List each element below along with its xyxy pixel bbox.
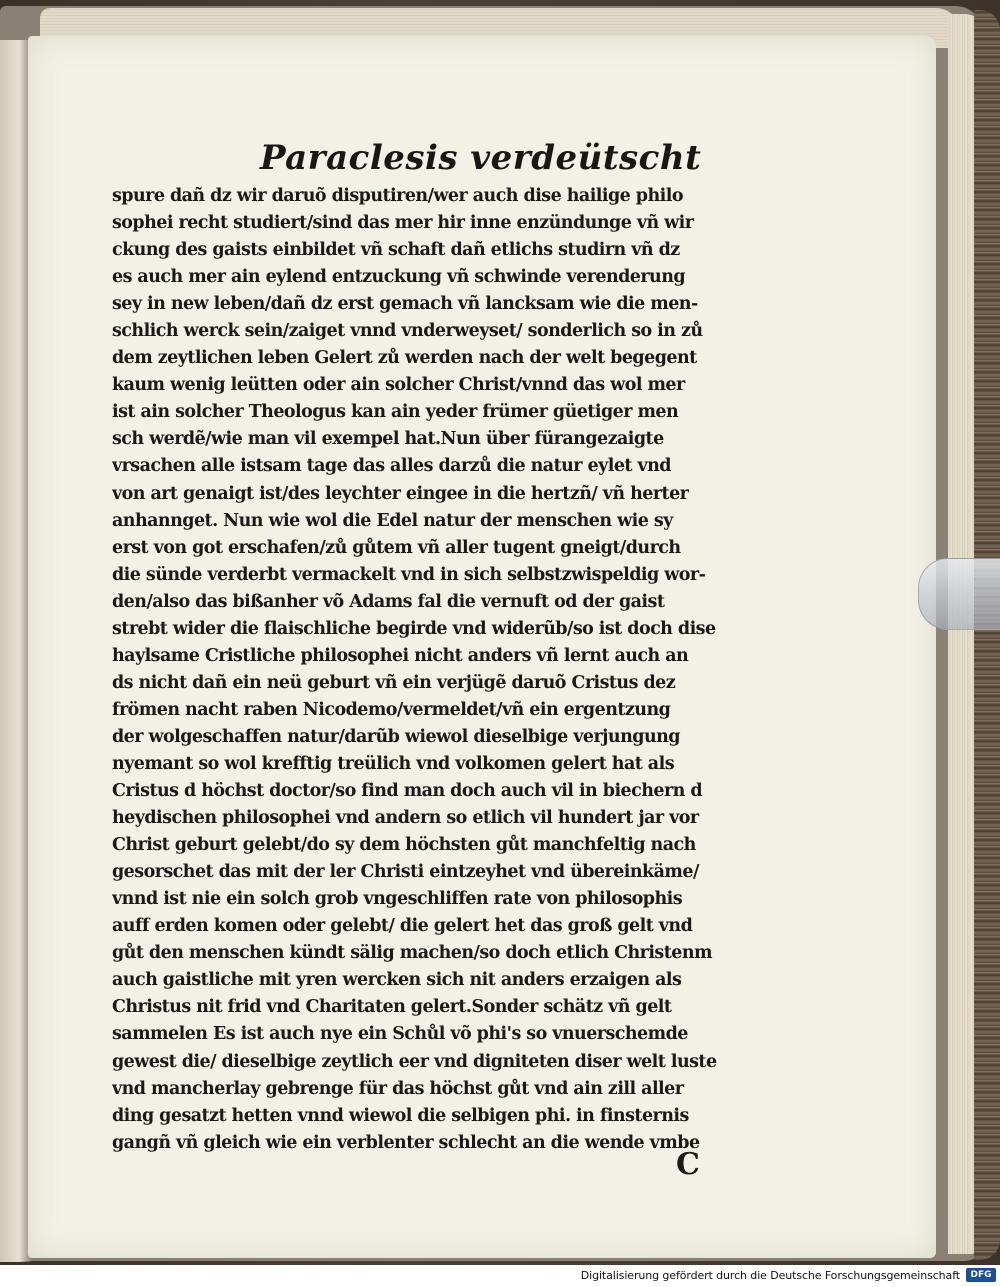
text-line: ds nicht dañ ein neü geburt vñ ein verjügẽ daruõ Cristus dez [112,672,676,693]
text-line: sammelen Es ist auch nye ein Schůl võ phi's so vnuerschemde [112,1024,688,1045]
text-line: strebt wider die flaischliche begirde vnd widerũb/so ist doch dise [112,618,716,639]
text-line: sch werdẽ/wie man vil exempel hat.Nun über fürangezaigte [112,429,664,450]
page-clip [918,558,1000,630]
text-line: anhannget. Nun wie wol die Edel natur der menschen wie sy [112,510,673,531]
text-line: ckung des gaists einbildet vñ schaft dañ etlichs studirn vñ dz [112,240,680,261]
text-line: gůt den menschen kündt sälig machen/so doch etlich Christenm [112,943,712,964]
text-line: es auch mer ain eylend entzuckung vñ schwinde verenderung [112,267,686,288]
text-line: haylsame Cristliche philosophei nicht anders vñ lernt auch an [112,645,689,666]
text-line: sophei recht studiert/sind das mer hir inne enzündunge vñ wir [112,213,694,234]
text-line: vrsachen alle istsam tage das alles darzů die natur eylet vnd [112,456,671,477]
text-line: gangñ vñ gleich wie ein verblenter schlecht an die wende vmbe [112,1132,700,1153]
text-line: gesorschet das mit der ler Christi eintzeyhet vnd übereinkäme/ [112,862,699,883]
text-line: dem zeytlichen leben Gelert zů werden nach der welt begegent [112,348,697,369]
text-line: gewest die/ dieselbige zeytlich eer vnd digniteten diser welt luste [112,1051,717,1072]
text-line: die sünde verderbt vermackelt vnd in sich selbstzwispeldig wor- [112,564,706,585]
text-line: ist ain solcher Theologus kan ain yeder frümer güetiger men [112,402,679,423]
text-line: vnnd ist nie ein solch grob vngeschliffen rate von philosophis [112,889,683,910]
text-line: Cristus d höchst doctor/so find man doch auch vil in biechern d [112,781,703,802]
text-line: Christ geburt gelebt/do sy dem höchsten gůt manchfeltig nach [112,835,696,856]
footer-credit: Digitalisierung gefördert durch die Deutsche Forschungsgemeinschaft [580,1269,960,1282]
text-line: von art genaigt ist/des leychter eingee in die hertzñ/ vñ herter [112,483,689,504]
text-line: Christus nit frid vnd Charitaten gelert.Sonder schätz vñ gelt [112,997,672,1018]
text-line: kaum wenig leütten oder ain solcher Christ/vnnd das wol mer [112,375,685,396]
page-body-text [112,183,762,1157]
text-line: schlich werck sein/zaiget vnnd vnderweyset/ sonderlich so in zů [112,321,703,342]
catchword: C [676,1147,700,1182]
page-gutter [0,40,32,1262]
page-title: Paraclesis verdeütscht [260,138,702,178]
text-line: spure dañ dz wir daruõ disputiren/wer auch dise hailige philo [112,186,683,206]
text-line: heydischen philosophei vnd andern so etlich vil hundert jar vor [112,808,699,829]
text-line: vnd mancherlay gebrenge für das höchst gůt vnd ain zill aller [112,1078,684,1099]
text-line: ding gesatzt hetten vnnd wiewol die selbigen phi. in finsternis [112,1105,689,1126]
text-line: auch gaistliche mit yren wercken sich nit anders erzaigen als [112,970,682,991]
dfg-logo: DFG [966,1268,996,1282]
text-line: sey in new leben/dañ dz erst gemach vñ lancksam wie die men- [112,294,698,315]
text-line: der wolgeschaffen natur/darũb wiewol dieselbige verjungung [112,726,680,747]
text-line: frömen nacht raben Nicodemo/vermeldet/vñ ein ergentzung [112,699,671,720]
text-line: den/also das bißanher võ Adams fal die vernuft od der gaist [112,591,665,612]
text-line: erst von got erschafen/zů gůtem vñ aller tugent gneigt/durch [112,537,681,558]
text-line: auff erden komen oder gelebt/ die gelert het das groß gelt vnd [112,916,693,937]
footer-bar [0,1265,1000,1287]
text-line: nyemant so wol krefftig treülich vnd volkomen gelert hat als [112,753,675,774]
book-cover-edge [974,10,1000,1260]
